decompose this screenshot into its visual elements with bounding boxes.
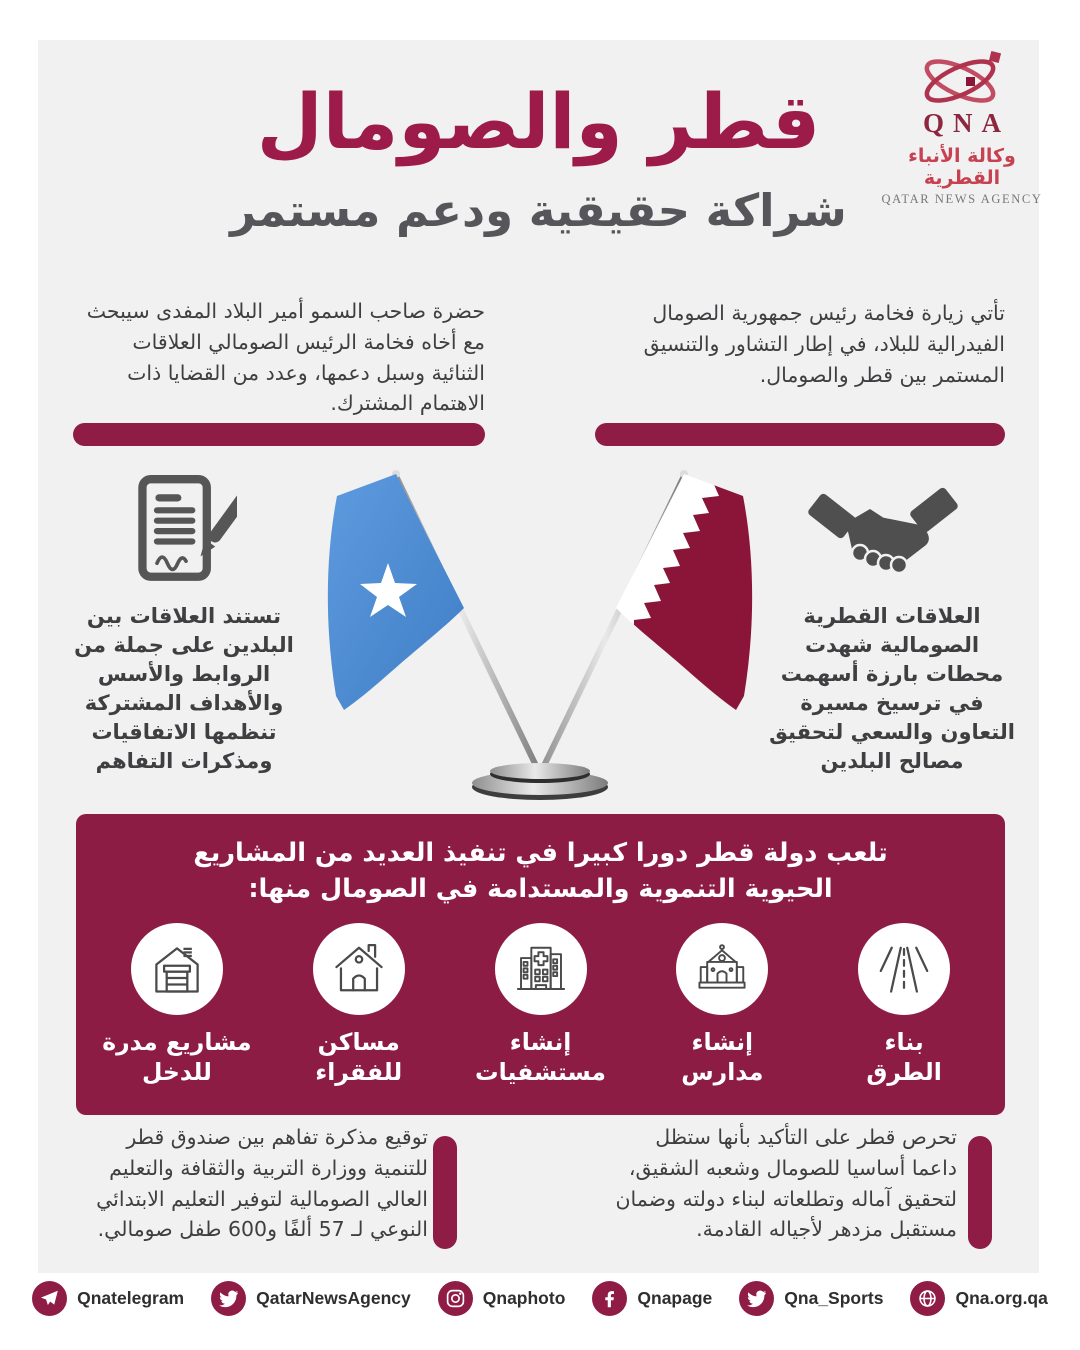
social-label: QatarNewsAgency	[256, 1288, 411, 1308]
projects-banner	[76, 814, 1005, 1115]
income-projects-icon	[131, 923, 223, 1015]
project-item-income	[86, 923, 268, 1087]
intro-paragraph-left: حضرة صاحب السمو أمير البلاد المفدى سيبحث مع أخاه فخامة الرئيس الصومالي العلاقات الثنائية وسبل دعمها، وعدد من القضايا ذات الاهتمام المشترك.	[86, 299, 485, 416]
road-icon	[858, 923, 950, 1015]
twitter-icon	[739, 1281, 774, 1316]
project-item-roads	[813, 923, 995, 1087]
qna-logo-english-name: QATAR NEWS AGENCY	[881, 192, 1043, 206]
project-item-label: مساكن للفقراء	[315, 1028, 403, 1087]
signed-document-icon	[133, 474, 237, 584]
page-subtitle: شراكة حقيقية ودعم مستمر	[230, 184, 847, 237]
maroon-vbar-right	[968, 1136, 992, 1249]
outro-paragraph-right: تحرص قطر على التأكيد بأنها ستظل داعما أساسيا للصومال وشعبه الشقيق، لتحقيق آماله وتطلعاته لبناء دولته وضمان مستقبل مزدهر لأجياله القادمة.	[615, 1125, 957, 1242]
social-link-website[interactable]	[910, 1281, 1047, 1316]
house-icon	[313, 923, 405, 1015]
facebook-icon	[592, 1281, 627, 1316]
social-label: Qna_Sports	[784, 1288, 884, 1308]
qna-logo-abbr: QNA	[923, 108, 1010, 138]
globe-icon	[910, 1281, 945, 1316]
outro-paragraph-left: توقيع مذكرة تفاهم بين صندوق قطر للتنمية ووزارة التربية والثقافة والتعليم العالي الصومالية لتوفير التعليم الابتدائي النوعي لـ 57 ألفًا و600 طفل صومالي.	[96, 1125, 428, 1242]
handshake-icon	[808, 487, 958, 582]
social-label: Qnaphoto	[482, 1288, 566, 1308]
hospital-icon	[495, 923, 587, 1015]
page-title: قطر والصومال	[256, 77, 821, 166]
social-label: Qnapage	[637, 1288, 713, 1308]
social-link-instagram[interactable]	[438, 1281, 566, 1316]
project-item-housing	[268, 923, 450, 1087]
maroon-divider-left	[73, 423, 485, 446]
social-label: Qna.org.qa	[955, 1288, 1048, 1308]
relations-right-text: العلاقات القطرية الصومالية شهدت محطات بارزة أسهمت في ترسيخ مسيرة التعاون والسعي لتحقيق مصالح البلدين	[769, 604, 1015, 773]
intro-paragraph-right: تأتي زيارة فخامة رئيس جمهورية الصومال الفيدرالية للبلاد، في إطار التشاور والتنسيق المستمر بين قطر والصومال.	[643, 301, 1005, 387]
social-label: Qnatelegram	[77, 1288, 185, 1308]
social-link-twitter-main[interactable]	[211, 1281, 411, 1316]
telegram-icon	[32, 1281, 67, 1316]
school-icon	[676, 923, 768, 1015]
maroon-divider-right	[595, 423, 1005, 446]
maroon-vbar-left	[433, 1136, 457, 1249]
project-item-label: إنشاء مدارس	[681, 1028, 764, 1087]
social-link-telegram[interactable]	[32, 1281, 184, 1316]
twitter-icon	[211, 1281, 246, 1316]
projects-items	[76, 923, 1005, 1087]
qna-logo-arabic-name: وكالة الأنباء القطرية	[908, 145, 1016, 189]
social-link-facebook[interactable]	[592, 1281, 712, 1316]
social-link-twitter-sports[interactable]	[739, 1281, 883, 1316]
projects-heading: تلعب دولة قطر دورا كبيرا في تنفيذ العديد من المشاريع الحيوية التنموية والمستدامة في الصومال منها:	[193, 838, 888, 904]
infographic-card	[38, 40, 1043, 1273]
project-item-hospitals	[450, 923, 632, 1087]
project-item-label: مشاريع مدرة للدخل	[102, 1028, 252, 1087]
project-item-label: إنشاء مستشفيات	[475, 1028, 606, 1087]
relations-left-text: تستند العلاقات بين البلدين على جملة من الروابط والأسس والأهداف المشتركة تنظمها الاتفاقيات ومذكرات التفاهم	[74, 604, 294, 773]
qatar-somalia-desk-flags	[300, 458, 780, 808]
instagram-icon	[438, 1281, 473, 1316]
project-item-label: بناء الطرق	[866, 1028, 942, 1087]
footer-social-bar	[0, 1281, 1080, 1316]
project-item-schools	[631, 923, 813, 1087]
